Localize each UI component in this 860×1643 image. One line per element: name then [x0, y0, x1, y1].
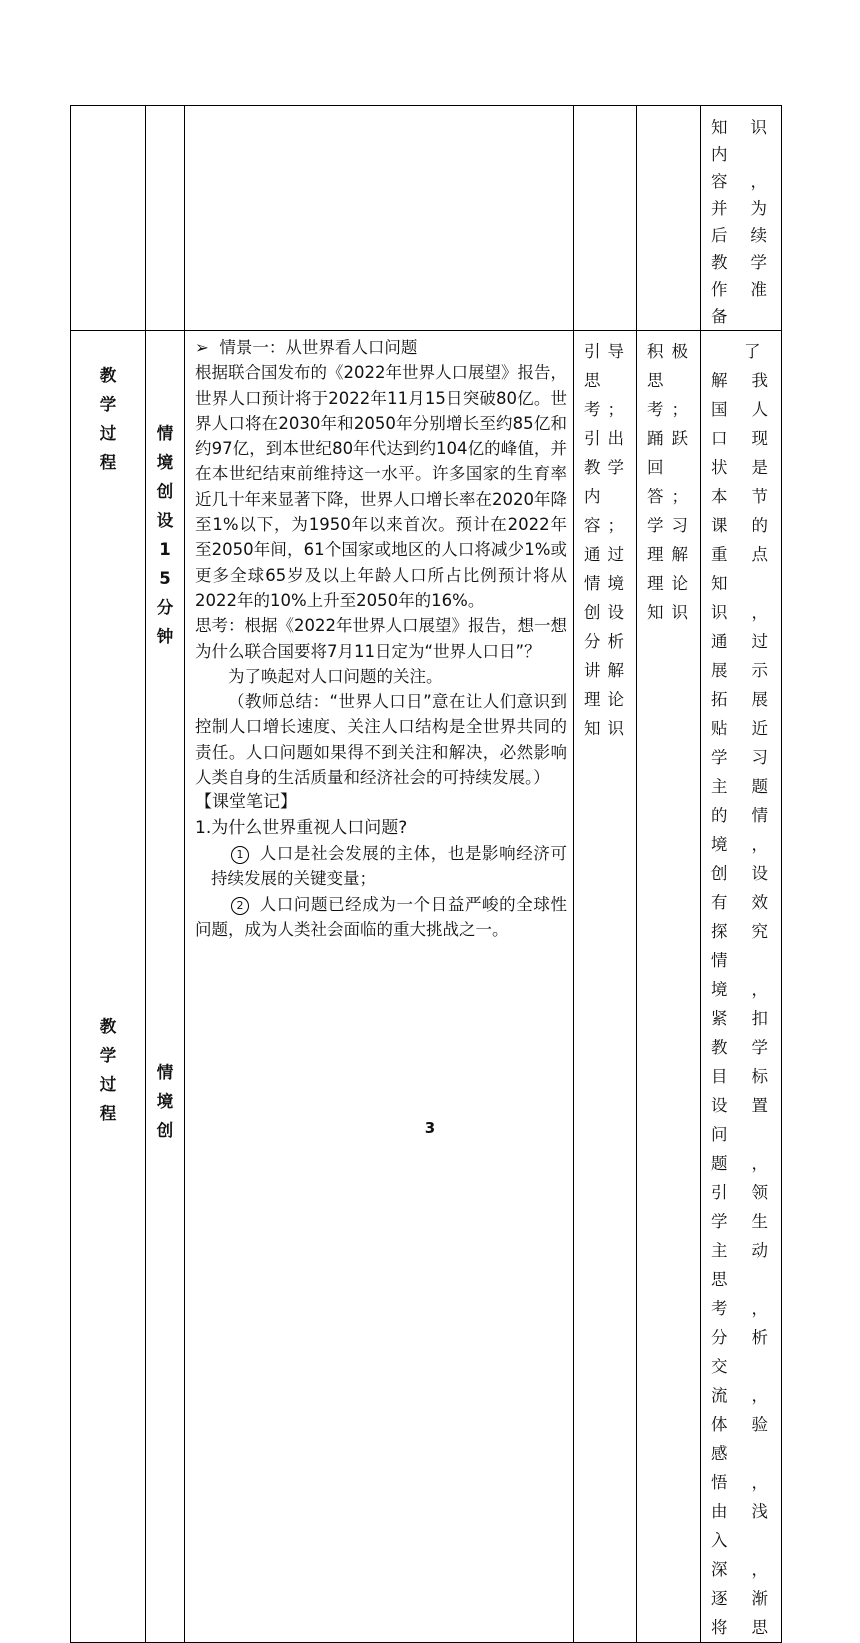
notes-point-1: 1 人口是社会发展的主体，也是影响经济可持续发展的关键变量； — [211, 843, 567, 889]
design-intent-text-continued: 知识内容，并为后续教学作准备 — [711, 118, 773, 326]
design-intent-cell — [701, 331, 782, 1643]
scene-heading: ➢ 情景一：从世界看人口问题 — [195, 338, 418, 357]
circled-number-1-icon: 1 — [231, 846, 249, 864]
class-notes-title: 【课堂笔记】 — [195, 792, 297, 813]
report-paragraph: 根据联合国发布的《2022年世界人口展望》报告，世界人口预计将于2022年11月15日突破80亿。世界人口将在2030年和2050年分别增长至约85亿和约97亿，到本世纪80年代达到约104亿的峰值，并在本世纪结束前维持这一水平。许多国家的生育率近几十年来显著下降，世界人口增长率在2020年降至1%以下，为1950年以来首次。预计在2022年至2050年间，61个国家或地区的人口将减少1%或更多全球65岁及以上年龄人口所占比例预计将从2022年的10%上升至2050年的16%。 — [195, 363, 567, 610]
substage-label-repeat: 情境创 — [156, 1063, 174, 1140]
table-row — [71, 331, 782, 1643]
student-cell-empty — [637, 106, 701, 331]
stage-label-repeat: 教学过程 — [99, 1017, 117, 1123]
thinking-question: 思考：根据《2022年世界人口展望》报告，想一想为什么联合国要将7月11日定为“世界人口日”？ — [195, 616, 567, 661]
arrow-bullet-icon: ➢ — [195, 338, 209, 357]
design-intent-text: 了解我国人口现状是本节课的重点知识，通过展示拓展贴近学习主题的情境，创设有效探究情境，紧扣教学目标设置问题，引领学生主动思考，分析交流，体验感悟，由浅入深，逐渐将思 — [711, 342, 773, 1637]
page-number: 3 — [424, 1119, 436, 1137]
teacher-summary: （教师总结：“世界人口日”意在让人们意识到控制人口增长速度、关注人口结构是全世界共同的责任。人口问题如果得不到关注和解决，必然影响人类自身的生活质量和经济社会的可持续发展。） — [195, 692, 567, 788]
question-answer: 为了唤起对人口问题的关注。 — [228, 666, 443, 686]
stage-label: 教学过程 — [99, 366, 117, 472]
table-row — [71, 106, 782, 331]
substage-label: 情境创设15分钟 — [156, 424, 174, 646]
notes-point-2: 2 人口问题已经成为一个日益严峻的全球性问题，成为人类社会面临的重大挑战之一。 — [195, 894, 567, 939]
lesson-plan-table — [70, 105, 782, 1643]
substage-cell — [146, 331, 185, 1643]
substage-cell-empty — [146, 106, 185, 331]
student-activity-cell — [637, 331, 701, 1643]
design-intent-cell — [701, 106, 782, 331]
teacher-activity-text: 引导思考；引出教学内容；通过情境创设分析讲解理论知识 — [584, 342, 628, 738]
stage-cell — [71, 331, 146, 1643]
teacher-activity-cell — [574, 331, 637, 1643]
circled-number-2-icon: 2 — [231, 897, 249, 915]
student-activity-text: 积极思考；踊跃回答；学习理解理论知识 — [647, 342, 692, 622]
teacher-cell-empty — [574, 106, 637, 331]
stage-cell-empty — [71, 106, 146, 331]
teaching-content-cell — [185, 331, 574, 1643]
content-cell-empty — [185, 106, 574, 331]
notes-question: 1.为什么世界重视人口问题? — [195, 817, 408, 838]
